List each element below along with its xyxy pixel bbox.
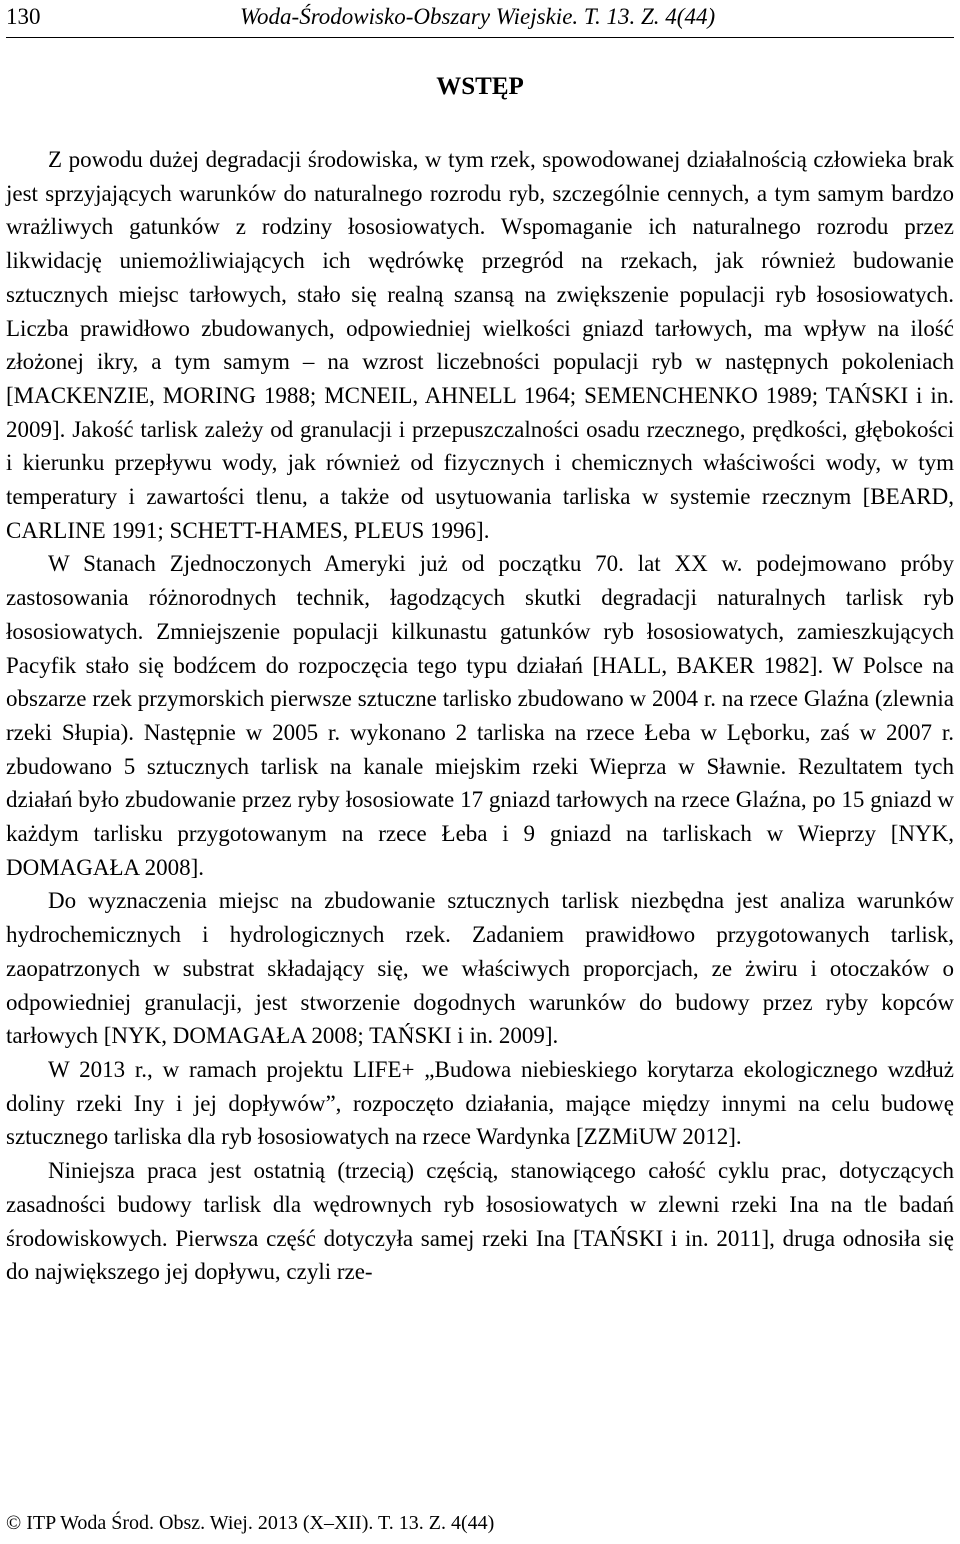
paragraph: W 2013 r., w ramach projektu LIFE+ „Budowa niebieskiego korytarza ekologicznego wzdłuż doliny rzeki Iny i jej dopływów”, rozpoczęto działania, mające między innymi na celu budowę sztucznego tarliska dla ryb łososiowatych na rzece Wardynka [ZZMiUW 2012]. xyxy=(6,1056,954,1150)
paragraph: W Stanach Zjednoczonych Ameryki już od początku 70. lat XX w. podejmowano próby zastosowania różnorodnych technik, łagodzących skutki degradacji naturalnych tarlisk ryb łososiowatych. Zmniejszenie populacji kilkunastu gatunków ryb łososiowatych, zamieszkujących Pacyfik stało się bodźcem do rozpoczęcia tego typu działań [HALL, BAKER 1982]. W Polsce na obszarze rzek przymorskich pierwsze sztuczne tarlisko zbudowano w 2004 r. na rzece Glaźna (zlewnia rzeki Słupia). Następnie w 2005 r. wykonano 2 tarliska na rzece Łeba w Lęborku, zaś w 2007 r. zbudowano 5 sztucznych tarlisk na kanale miejskim rzeki Wieprza w Sławnie. Rezultatem tych działań było zbudowanie przez ryby łososiowate 17 gniazd tarłowych na rzece Glaźna, po 15 gniazd w każdym tarlisku przygotowanym na rzece Łeba i 9 gniazd na tarliskach w Wieprzy [NYK, DOMAGAŁA 2008]. xyxy=(6,551,954,880)
header-divider xyxy=(6,37,954,38)
page-number: 130 xyxy=(6,4,41,29)
footer-copyright: © ITP Woda Środ. Obsz. Wiej. 2013 (X–XII). T. 13. Z. 4(44) xyxy=(6,1512,495,1534)
section-heading: WSTĘP xyxy=(436,73,524,100)
paragraph: Niniejsza praca jest ostatnią (trzecią) częścią, stanowiącego całość cyklu prac, dotyczących zasadności budowy tarlisk dla wędrownych ryb łososiowatych w zlewni rzeki Ina na tle badań środowiskowych. Pierwsza część dotyczyła samej rzeki Ina [TAŃSKI i in. 2011], druga odnosiła się do największego jej dopływu, czyli rze- xyxy=(6,1158,954,1285)
journal-title: Woda-Środowisko-Obszary Wiejskie. T. 13. Z. 4(44) xyxy=(240,4,716,29)
running-header xyxy=(6,0,954,34)
paragraph: Z powodu dużej degradacji środowiska, w tym rzek, spowodowanej działalnością człowieka brak jest sprzyjających warunków do naturalnego rozrodu ryb, szczególnie cennych, a tym samym bardzo wrażliwych gatunków z rodziny łososiowatych. Wspomaganie ich naturalnego rozrodu przez likwidację uniemożliwiających ich wędrówkę przegród na rzekach, jak również budowanie sztucznych miejsc tarłowych, stało się realną szansą na zwiększenie populacji ryb łososiowatych. Liczba prawidłowo zbudowanych, odpowiedniej wielkości gniazd tarłowych, ma wpływ na ilość złożonej ikry, a tym samym – na wzrost liczebności populacji ryb w następnych pokoleniach [MACKENZIE, MORING 1988; MCNEIL, AHNELL 1964; SEMENCHENKO 1989; TAŃSKI i in. 2009]. Jakość tarlisk zależy od granulacji i przepuszczalności osadu rzecznego, prędkości, głębokości i kierunku przepływu wody, jak również od fizycznych i chemicznych właściwości wody, w tym temperatury i zawartości tlenu, a także od usytuowania tarliska w systemie rzecznym [BEARD, CARLINE 1991; SCHETT-HAMES, PLEUS 1996]. xyxy=(6,147,954,543)
paragraph: Do wyznaczenia miejsc na zbudowanie sztucznych tarlisk niezbędna jest analiza warunków hydrochemicznych i hydrologicznych rzek. Zadaniem prawidłowo przygotowanych tarlisk, zaopatrzonych w substrat składający się, we właściwych proporcjach, ze żwiru i otoczaków o odpowiedniej granulacji, jest stworzenie dogodnych warunków do budowy przez ryby kopców tarłowych [NYK, DOMAGAŁA 2008; TAŃSKI i in. 2009]. xyxy=(6,888,954,1049)
body-text xyxy=(6,143,954,1289)
